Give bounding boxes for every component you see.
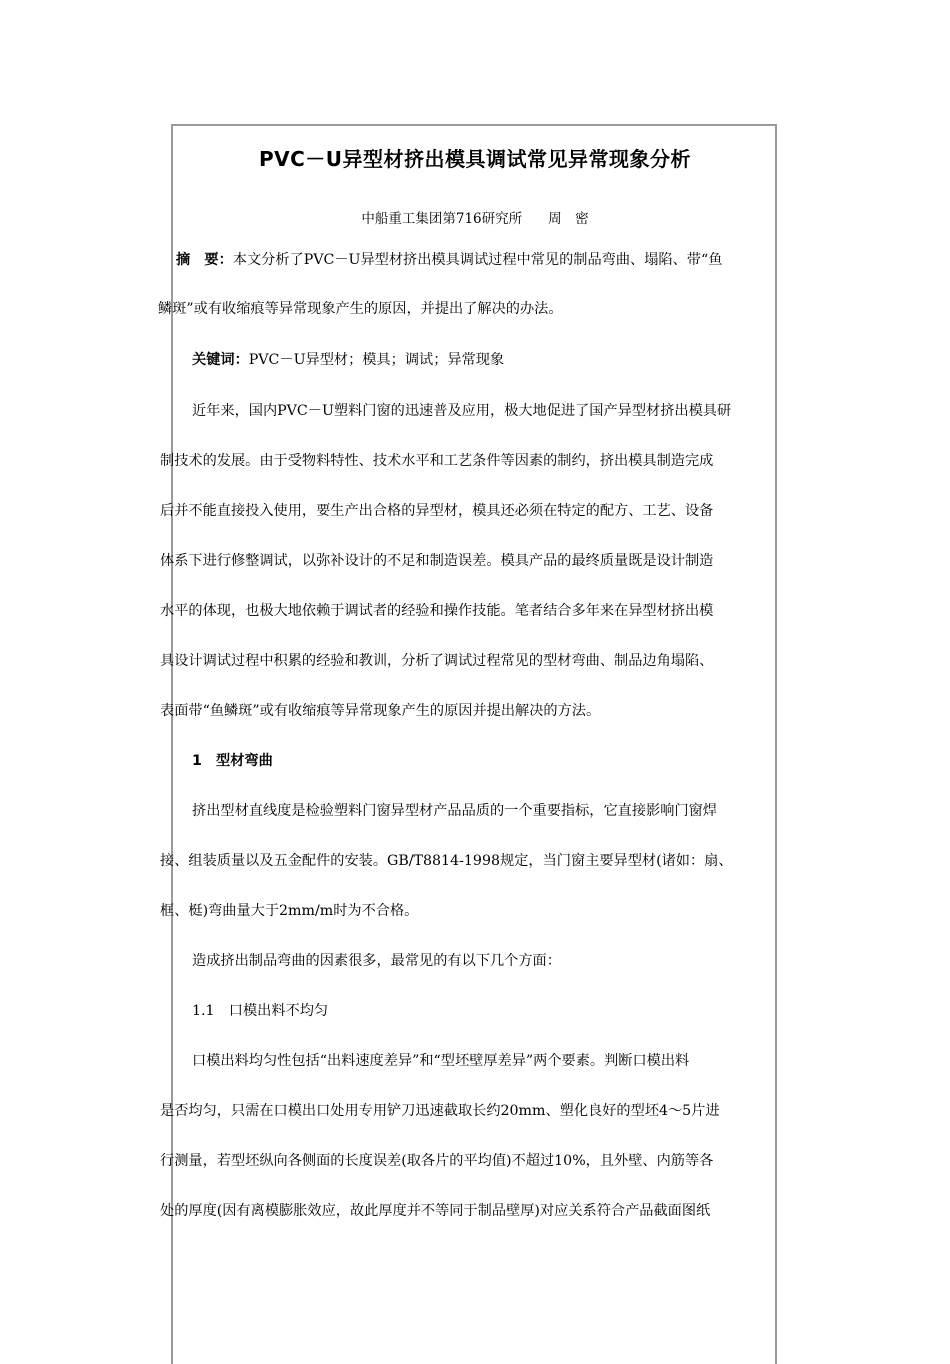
intro-line: 体系下进行修整调试，以弥补设计的不足和制造误差。模具产品的最终质量既是设计制造 [160,553,714,569]
abstract-line [176,249,722,269]
page-title: PVC－U异型材挤出模具调试常见异常现象分析 [258,147,692,171]
body-line: 接、组装质量以及五金配件的安装。GB/T8814-1998规定，当门窗主要异型材(诸如：扇、 [160,853,733,869]
intro-line: 具设计调试过程中积累的经验和教训，分析了调试过程常见的型材弯曲、制品边角塌陷、 [160,653,714,669]
abstract-text: 本文分析了PVC－U异型材挤出模具调试过程中常见的制品弯曲、塌陷、带“鱼 [232,252,723,268]
abstract-label: 摘 要： [176,252,233,268]
author-name: 周 密 [548,211,589,227]
body-line: 挤出型材直线度是检验塑料门窗异型材产品品质的一个重要指标，它直接影响门窗焊 [192,803,717,819]
section-heading: 1 型材弯曲 [192,753,273,769]
keywords-text: PVC－U异型材；模具；调试；异常现象 [248,352,505,368]
body-line: 造成挤出制品弯曲的因素很多，最常见的有以下几个方面： [192,953,561,969]
body-line: 是否均匀，只需在口模出口处用专用铲刀迅速截取长约20mm、塑化良好的型坯4～5片进 [160,1103,720,1119]
author-affiliation: 中船重工集团第716研究所 [361,211,523,227]
keywords-line [192,349,504,369]
intro-line: 制技术的发展。由于受物料特性、技术水平和工艺条件等因素的制约，挤出模具制造完成 [160,453,714,469]
intro-line: 后并不能直接投入使用，要生产出合格的异型材，模具还必须在特定的配方、工艺、设备 [160,503,714,519]
abstract-line: 鳞斑”或有收缩痕等异常现象产生的原因，并提出了解决的办法。 [158,301,563,317]
body-line: 框、梃)弯曲量大于2mm/m时为不合格。 [160,903,419,919]
body-line: 行测量，若型坯纵向各侧面的长度误差(取各片的平均值)不超过10%，且外壁、内筋等各 [160,1153,714,1169]
author-line [0,207,950,227]
intro-line: 水平的体现，也极大地依赖于调试者的经验和操作技能。笔者结合多年来在异型材挤出模 [160,603,714,619]
body-line: 处的厚度(因有离模膨胀效应，故此厚度并不等同于制品壁厚)对应关系符合产品截面图纸 [160,1203,711,1219]
subsection-heading: 1.1 口模出料不均匀 [192,1003,329,1019]
intro-line: 近年来，国内PVC－U塑料门窗的迅速普及应用，极大地促进了国产异型材挤出模具研 [192,403,732,419]
keywords-label: 关键词： [192,352,249,368]
intro-line: 表面带“鱼鳞斑”或有收缩痕等异常现象产生的原因并提出解决的方法。 [160,703,601,719]
body-line: 口模出料均匀性包括“出料速度差异”和“型坯壁厚差异”两个要素。判断口模出料 [192,1053,690,1069]
